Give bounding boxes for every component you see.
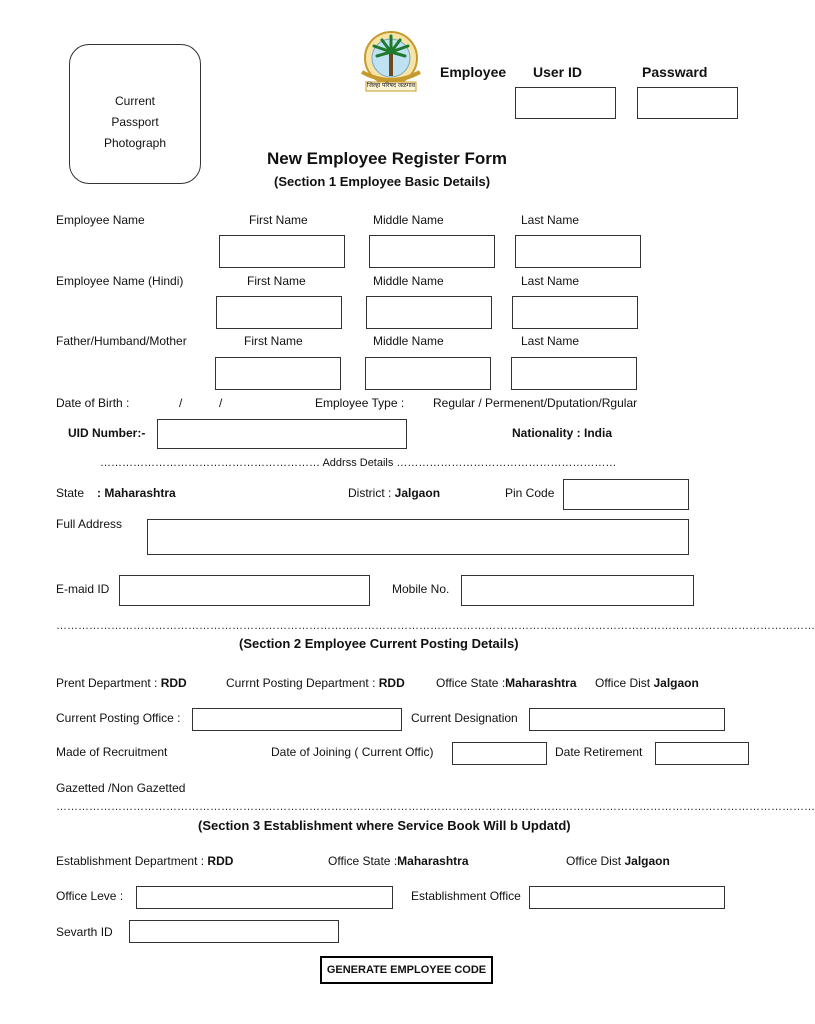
establishment-department-label: Establishment Department : bbox=[56, 854, 208, 868]
pin-code-input[interactable] bbox=[563, 479, 689, 510]
hindi-middle-name-input[interactable] bbox=[366, 296, 492, 329]
parent-last-name-input[interactable] bbox=[511, 357, 637, 390]
establishment-office-label: Establishment Office bbox=[411, 889, 521, 903]
photo-line-1: Current bbox=[114, 94, 155, 108]
section2-divider: ……………………………………………………………………………………………………………………………………………………………………………………… bbox=[56, 620, 815, 632]
prent-department-label: Prent Department : bbox=[56, 676, 161, 690]
date-of-joining-input[interactable] bbox=[452, 742, 547, 765]
establishment-office-dist-field bbox=[566, 854, 670, 868]
posting-office-dist-label: Office Dist bbox=[595, 676, 654, 690]
mobile-input[interactable] bbox=[461, 575, 694, 606]
mode-of-recruitment-label: Made of Recruitment bbox=[56, 745, 168, 759]
password-input[interactable] bbox=[637, 87, 738, 119]
employee-label: Employee bbox=[440, 64, 507, 80]
hindi-last-name-label: Last Name bbox=[521, 274, 580, 288]
current-designation-input[interactable] bbox=[529, 708, 725, 731]
user-id-input[interactable] bbox=[515, 87, 616, 119]
hindi-middle-name-label: Middle Name bbox=[373, 274, 444, 288]
posting-office-state-value: Maharashtra bbox=[505, 676, 577, 690]
posting-office-state-label: Office State : bbox=[436, 676, 506, 690]
current-designation-label: Current Designation bbox=[411, 711, 518, 725]
uid-input[interactable] bbox=[157, 419, 407, 449]
establishment-office-dist-label: Office Dist bbox=[566, 854, 625, 868]
state-label: State bbox=[56, 486, 85, 500]
dob-separator-1: / bbox=[179, 396, 183, 410]
current-posting-department-field bbox=[226, 676, 405, 690]
mobile-label: Mobile No. bbox=[392, 582, 450, 596]
employee-middle-name-input[interactable] bbox=[369, 235, 495, 268]
date-of-joining-label: Date of Joining ( Current Offic) bbox=[271, 745, 434, 759]
establishment-office-state-label: Office State : bbox=[328, 854, 398, 868]
district-label: District : bbox=[348, 486, 395, 500]
uid-label: UID Number:- bbox=[68, 426, 146, 440]
current-posting-department-value: RDD bbox=[378, 676, 405, 690]
district-value: Jalgaon bbox=[394, 486, 441, 500]
establishment-office-input[interactable] bbox=[529, 886, 725, 909]
parent-last-name-label: Last Name bbox=[521, 334, 580, 348]
employee-name-label: Employee Name bbox=[56, 213, 145, 227]
address-divider bbox=[100, 457, 616, 469]
date-retirement-label: Date Retirement bbox=[555, 745, 643, 759]
last-name-label: Last Name bbox=[521, 213, 580, 227]
state-value: : Maharashtra bbox=[97, 486, 176, 500]
prent-department-value: RDD bbox=[160, 676, 187, 690]
sevarth-id-input[interactable] bbox=[129, 920, 339, 943]
establishment-office-state-field bbox=[328, 854, 469, 868]
father-husband-mother-label: Father/Humband/Mother bbox=[56, 334, 187, 348]
employee-type-label: Employee Type : bbox=[315, 396, 405, 410]
address-divider-right: …………………………………………………… bbox=[393, 457, 617, 469]
establishment-office-state-value: Maharashtra bbox=[397, 854, 469, 868]
generate-employee-code-button[interactable]: GENERATE EMPLOYEE CODE bbox=[320, 956, 493, 984]
dob-separator-2: / bbox=[219, 396, 223, 410]
section3-divider: ……………………………………………………………………………………………………………………………………………………………………………………… bbox=[56, 801, 815, 813]
parent-middle-name-input[interactable] bbox=[365, 357, 491, 390]
parent-first-name-input[interactable] bbox=[215, 357, 341, 390]
gazetted-label[interactable]: Gazetted /Non Gazetted bbox=[56, 781, 186, 795]
nationality-label: Nationality : India bbox=[512, 426, 613, 440]
dob-label: Date of Birth : bbox=[56, 396, 130, 410]
user-id-label: User ID bbox=[533, 64, 583, 80]
district-field bbox=[348, 486, 440, 500]
current-posting-office-input[interactable] bbox=[192, 708, 402, 731]
section1-title: (Section 1 Employee Basic Details) bbox=[274, 174, 491, 189]
email-label: E-maid ID bbox=[56, 582, 110, 596]
section3-title: (Section 3 Establishment where Service Book Will b Updatd) bbox=[198, 818, 571, 833]
password-label: Passward bbox=[642, 64, 708, 80]
current-posting-department-label: Currnt Posting Department : bbox=[226, 676, 379, 690]
first-name-label: First Name bbox=[249, 213, 308, 227]
employee-first-name-input[interactable] bbox=[219, 235, 345, 268]
section2-title: (Section 2 Employee Current Posting Details) bbox=[239, 636, 519, 651]
photo-line-3: Photograph bbox=[103, 136, 167, 150]
sevarth-id-label: Sevarth ID bbox=[56, 925, 113, 939]
page-title: New Employee Register Form bbox=[267, 149, 507, 168]
establishment-department-field bbox=[56, 854, 233, 868]
date-retirement-input[interactable] bbox=[655, 742, 749, 765]
passport-photo-placeholder[interactable] bbox=[69, 44, 201, 184]
employee-name-hindi-label: Employee Name (Hindi) bbox=[56, 274, 184, 288]
parent-first-name-label: First Name bbox=[244, 334, 303, 348]
address-divider-left: …………………………………………………… bbox=[100, 457, 323, 469]
full-address-input[interactable] bbox=[147, 519, 689, 555]
office-level-input[interactable] bbox=[136, 886, 393, 909]
address-details-heading: Addrss Details bbox=[322, 457, 394, 469]
zilla-parishad-logo bbox=[352, 28, 430, 94]
logo-caption: जिल्हा परिषद जळगाव bbox=[366, 83, 416, 89]
full-address-label: Full Address bbox=[56, 517, 123, 531]
employee-last-name-input[interactable] bbox=[515, 235, 641, 268]
hindi-last-name-input[interactable] bbox=[512, 296, 638, 329]
posting-office-dist-field bbox=[595, 676, 699, 690]
middle-name-label: Middle Name bbox=[373, 213, 444, 227]
establishment-office-dist-value: Jalgaon bbox=[624, 854, 670, 868]
office-level-label: Office Leve : bbox=[56, 889, 124, 903]
posting-office-state-field bbox=[436, 676, 577, 690]
photo-line-2: Passport bbox=[111, 115, 159, 129]
hindi-first-name-input[interactable] bbox=[216, 296, 342, 329]
hindi-first-name-label: First Name bbox=[247, 274, 306, 288]
current-posting-office-label: Current Posting Office : bbox=[56, 711, 181, 725]
parent-middle-name-label: Middle Name bbox=[373, 334, 444, 348]
employee-type-value[interactable]: Regular / Permenent/Dputation/Rgular bbox=[433, 396, 638, 410]
email-input[interactable] bbox=[119, 575, 370, 606]
establishment-department-value: RDD bbox=[207, 854, 234, 868]
prent-department-field bbox=[56, 676, 187, 690]
pin-code-label: Pin Code bbox=[505, 486, 555, 500]
posting-office-dist-value: Jalgaon bbox=[653, 676, 699, 690]
